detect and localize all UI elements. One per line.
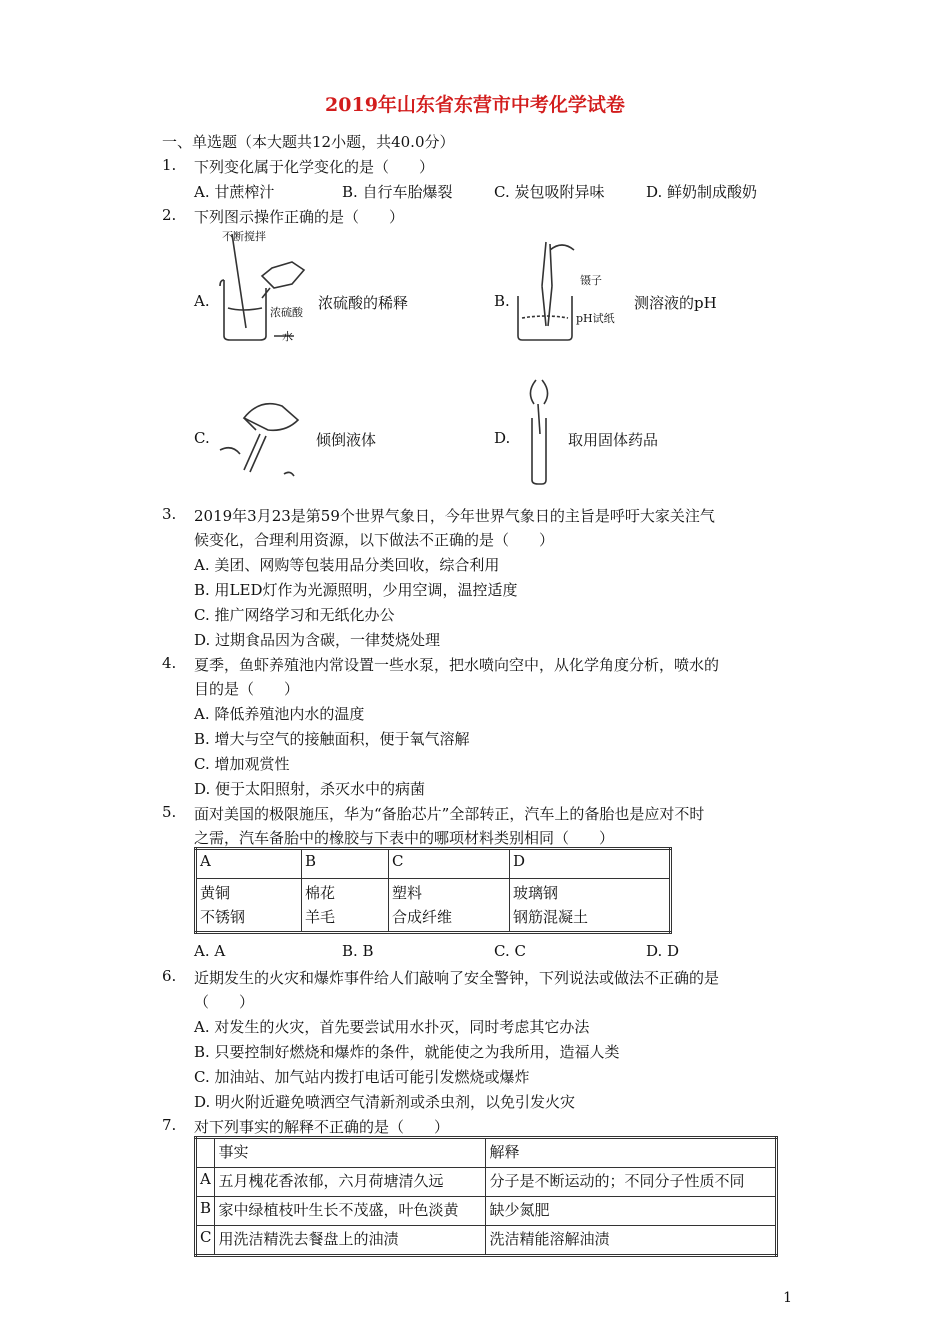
q7-stem: 对下列事实的解释不正确的是（ ） bbox=[194, 1118, 450, 1136]
q2-option-a: A. bbox=[194, 292, 210, 310]
q2-caption-c: 倾倒液体 bbox=[316, 431, 377, 449]
q3-number: 3. bbox=[162, 505, 177, 523]
label-tweezers: 镊子 bbox=[580, 274, 602, 287]
q1-option-b: B. 自行车胎爆裂 bbox=[342, 183, 453, 201]
page-title: 2019年山东省东营市中考化学试卷 bbox=[325, 94, 625, 116]
page-number: 1 bbox=[783, 1290, 792, 1306]
table-cell: D bbox=[510, 849, 671, 879]
table-row bbox=[196, 1138, 777, 1168]
q3-stem-line2: 候变化，合理利用资源，以下做法不正确的是（ ） bbox=[194, 531, 555, 549]
table-cell: 事实 bbox=[215, 1138, 486, 1168]
q5-number: 5. bbox=[162, 803, 177, 821]
q4-stem-line2: 目的是（ ） bbox=[194, 680, 300, 698]
q2-caption-d: 取用固体药品 bbox=[568, 431, 659, 449]
table-cell: A bbox=[196, 1168, 215, 1197]
table-cell: C bbox=[196, 1226, 215, 1256]
q2-stem: 下列图示操作正确的是（ ） bbox=[194, 208, 405, 226]
q2-option-d: D. bbox=[494, 429, 511, 447]
q5-materials-table bbox=[194, 847, 672, 934]
table-cell: 用洗洁精洗去餐盘上的油渍 bbox=[215, 1226, 486, 1256]
table-cell: 解释 bbox=[486, 1138, 777, 1168]
label-keep-stirring: 不断搅拌 bbox=[222, 230, 266, 243]
q6-stem-line2: （ ） bbox=[194, 993, 255, 1011]
q4-stem-line1: 夏季，鱼虾养殖池内常设置一些水泵，把水喷向空中，从化学角度分析，喷水的 bbox=[194, 656, 720, 674]
q4-option-a: A. 降低养殖池内水的温度 bbox=[194, 705, 365, 723]
q1-option-c: C. 炭包吸附异味 bbox=[494, 183, 605, 201]
ph-test-figure bbox=[512, 236, 630, 346]
q5-option-d: D. D bbox=[646, 942, 680, 960]
table-row bbox=[196, 1197, 777, 1226]
label-conc-acid: 浓硫酸 bbox=[270, 306, 303, 319]
section-heading: 一、单选题（本大题共12小题，共40.0分） bbox=[162, 133, 455, 151]
label-ph-paper: pH试纸 bbox=[576, 312, 615, 325]
q3-option-a: A. 美团、网购等包装用品分类回收，综合利用 bbox=[194, 556, 500, 574]
table-cell: 洗洁精能溶解油渍 bbox=[486, 1226, 777, 1256]
pouring-figure bbox=[214, 390, 310, 486]
q2-option-c: C. bbox=[194, 429, 210, 447]
table-cell: 棉花 羊毛 bbox=[302, 879, 389, 933]
q6-option-b: B. 只要控制好燃烧和爆炸的条件，就能使之为我所用，造福人类 bbox=[194, 1043, 620, 1061]
q6-option-d: D. 明火附近避免喷洒空气清新剂或杀虫剂，以免引发火灾 bbox=[194, 1093, 576, 1111]
q2-number: 2. bbox=[162, 206, 177, 224]
q7-number: 7. bbox=[162, 1116, 177, 1134]
q4-option-c: C. 增加观赏性 bbox=[194, 755, 290, 773]
q3-option-c: C. 推广网络学习和无纸化办公 bbox=[194, 606, 395, 624]
table-cell: 缺少氮肥 bbox=[486, 1197, 777, 1226]
q6-stem-line1: 近期发生的火灾和爆炸事件给人们敲响了安全警钟，下列说法或做法不正确的是 bbox=[194, 969, 720, 987]
q1-option-a: A. 甘蔗榨汁 bbox=[194, 183, 275, 201]
solid-reagent-figure bbox=[516, 374, 562, 488]
q4-number: 4. bbox=[162, 654, 177, 672]
q4-option-b: B. 增大与空气的接触面积，便于氧气溶解 bbox=[194, 730, 470, 748]
table-cell: 五月槐花香浓郁，六月荷塘清久远 bbox=[215, 1168, 486, 1197]
table-row bbox=[196, 1226, 777, 1256]
table-cell: A bbox=[196, 849, 302, 879]
q4-option-d: D. 便于太阳照射，杀灭水中的病菌 bbox=[194, 780, 426, 798]
q3-option-d: D. 过期食品因为含碳，一律焚烧处理 bbox=[194, 631, 441, 649]
q5-option-a: A. A bbox=[194, 942, 226, 960]
q1-option-d: D. 鲜奶制成酸奶 bbox=[646, 183, 758, 201]
table-cell: 黄铜 不锈钢 bbox=[196, 879, 302, 933]
table-cell: 玻璃钢 钢筋混凝土 bbox=[510, 879, 671, 933]
table-cell: 塑料 合成纤维 bbox=[389, 879, 510, 933]
q6-option-c: C. 加油站、加气站内拨打电话可能引发燃烧或爆炸 bbox=[194, 1068, 530, 1086]
q1-stem: 下列变化属于化学变化的是（ ） bbox=[194, 158, 435, 176]
q6-number: 6. bbox=[162, 967, 177, 985]
table-cell: C bbox=[389, 849, 510, 879]
table-cell: 家中绿植枝叶生长不茂盛，叶色淡黄 bbox=[215, 1197, 486, 1226]
q6-option-a: A. 对发生的火灾，首先要尝试用水扑灭，同时考虑其它办法 bbox=[194, 1018, 590, 1036]
table-cell: B bbox=[196, 1197, 215, 1226]
q2-option-b: B. bbox=[494, 292, 510, 310]
q2-caption-a: 浓硫酸的稀释 bbox=[318, 294, 409, 312]
q5-option-c: C. C bbox=[494, 942, 526, 960]
table-cell: B bbox=[302, 849, 389, 879]
q3-stem-line1: 2019年3月23是第59个世界气象日，今年世界气象日的主旨是呼吁大家关注气 bbox=[194, 507, 715, 525]
q1-number: 1. bbox=[162, 156, 177, 174]
q2-caption-b: 测溶液的pH bbox=[634, 294, 717, 312]
table-row bbox=[196, 849, 671, 879]
q5-stem-line2: 之需，汽车备胎中的橡胶与下表中的哪项材料类别相同（ ） bbox=[194, 829, 615, 847]
q5-option-b: B. B bbox=[342, 942, 374, 960]
q3-option-b: B. 用LED灯作为光源照明，少用空调，温控适度 bbox=[194, 581, 518, 599]
q7-facts-table bbox=[194, 1136, 778, 1257]
dilution-figure bbox=[212, 228, 322, 346]
table-row bbox=[196, 1168, 777, 1197]
label-water: 水 bbox=[282, 330, 293, 343]
table-cell bbox=[196, 1138, 215, 1168]
table-row bbox=[196, 879, 671, 933]
q5-stem-line1: 面对美国的极限施压，华为“备胎芯片”全部转正，汽车上的备胎也是应对不时 bbox=[194, 805, 705, 823]
table-cell: 分子是不断运动的；不同分子性质不同 bbox=[486, 1168, 777, 1197]
